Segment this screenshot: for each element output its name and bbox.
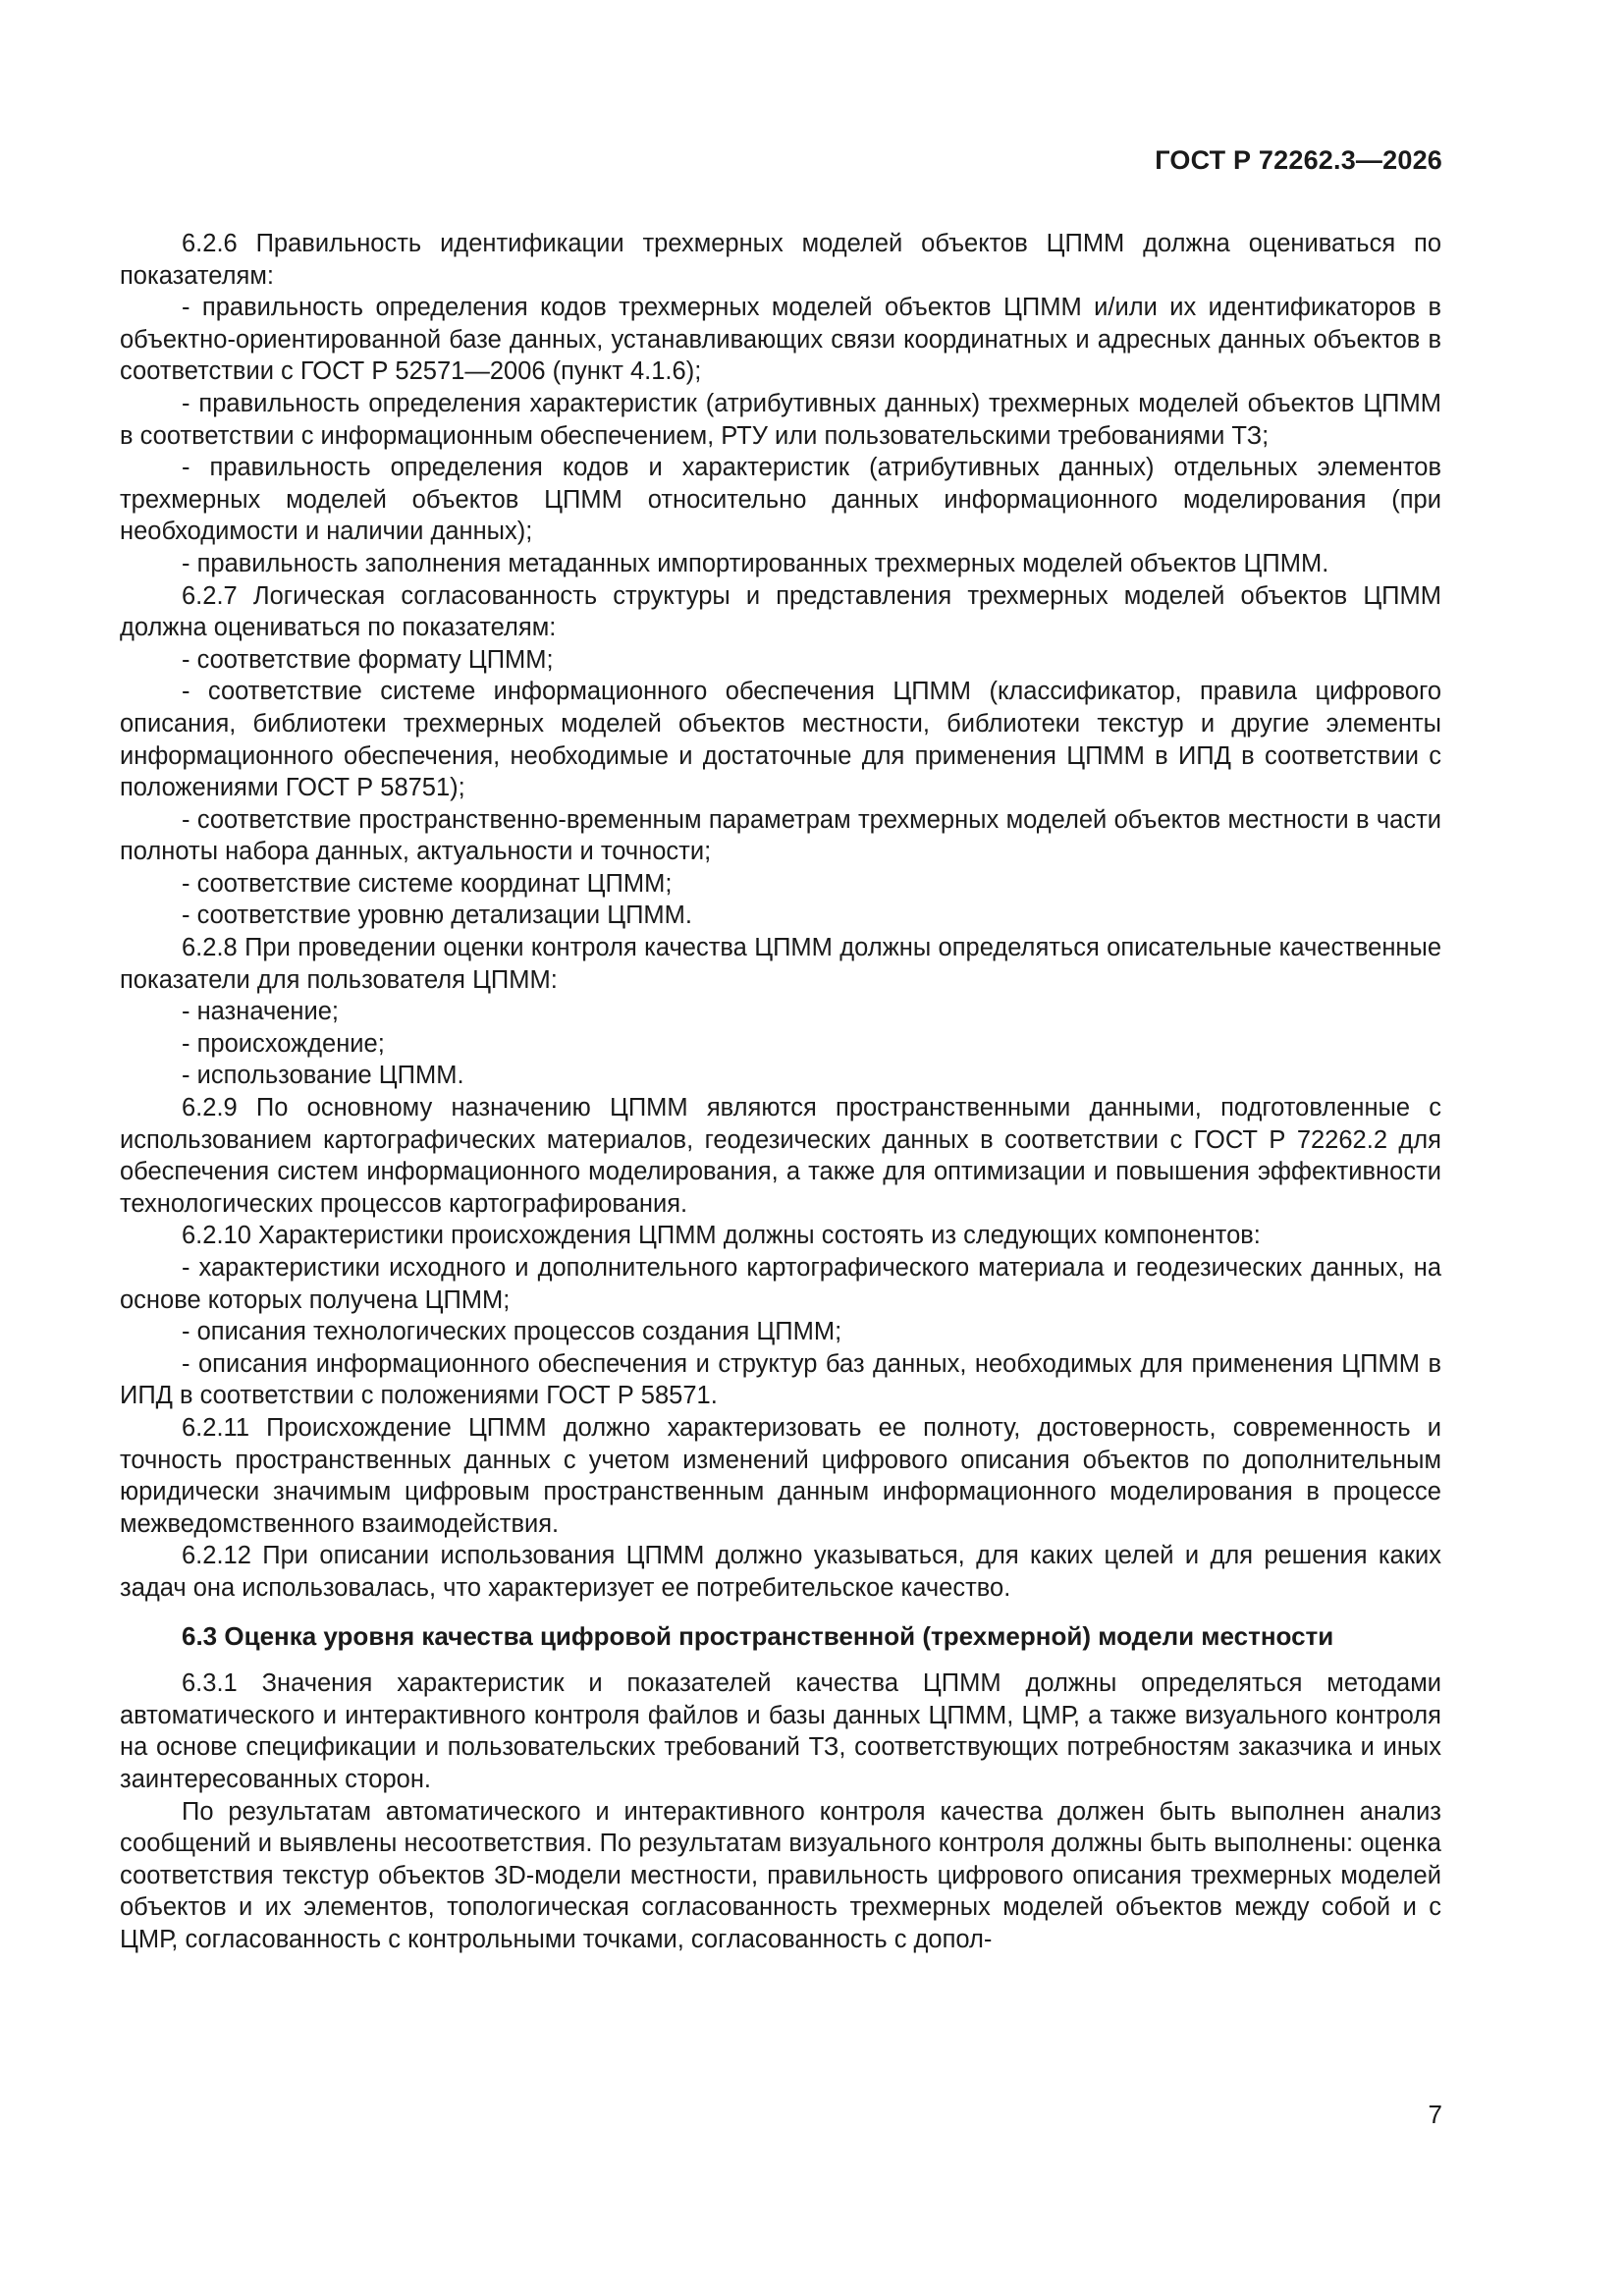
list-item: - происхождение; [182,1029,385,1058]
section-heading: 6.3 Оценка уровня качества цифровой пространственной (трехмерной) модели местности [182,1620,1334,1651]
paragraph: 6.2.8 При проведении оценки контроля качества ЦПММ должны определяться описательные качественные показатели для пользователя ЦПММ: [120,934,1441,994]
list-item: - соответствие формату ЦПММ; [182,645,554,674]
paragraph: 6.2.10 Характеристики происхождения ЦПММ должны состоять из следующих компонентов: [182,1222,1261,1250]
document-code-header: ГОСТ Р 72262.3—2026 [1155,145,1442,175]
list-item: - правильность определения кодов и характеристик (атрибутивных данных) отдельных элементов трехмерных моделей объектов ЦПММ относительно данных информационного моделирования (при необходимости и наличии данных); [120,454,1441,546]
paragraph: 6.3.1 Значения характеристик и показателей качества ЦПММ должны определяться методами автоматического и интерактивного контроля файлов и базы данных ЦПММ, ЦМР, а также визуального контроля на основе спецификации и пользовательских требований ТЗ, соответствующих потребностям заказчика и иных заинтересованных сторон. [120,1669,1441,1793]
list-item: - описания технологических процессов создания ЦПММ; [182,1318,842,1346]
list-item: - соответствие системе информационного обеспечения ЦПММ (классификатор, правила цифрового описания, библиотеки трехмерных моделей объектов местности, библиотеки текстур и другие элементы информационного обеспечения, необходимые и достаточные для применения ЦПММ в ИПД в соответствии с положениями ГОСТ Р 58751); [120,678,1441,802]
paragraph: По результатам автоматического и интерактивного контроля качества должен быть выполнен анализ сообщений и выявлены несоответствия. По результатам визуального контроля должны быть выполнены: оценка соответствия текстур объектов 3D-модели местности, правильность цифрового описания трехмерных моделей объектов и их элементов, топологическая согласованность трехмерных моделей объектов между собой и с ЦМР, согласованность с контрольными точками, согласованность с допол- [120,1797,1441,1953]
paragraph: 6.2.7 Логическая согласованность структуры и представления трехмерных моделей объектов ЦПММ должна оцениваться по показателям: [120,581,1441,642]
list-item: - соответствие пространственно-временным параметрам трехмерных моделей объектов местности в части полноты набора данных, актуальности и точности; [120,805,1441,866]
paragraph: 6.2.6 Правильность идентификации трехмерных моделей объектов ЦПММ должна оцениваться по показателям: [120,230,1441,290]
page-body [120,228,1441,1955]
list-item: - соответствие уровню детализации ЦПММ. [182,902,692,930]
list-item: - соответствие системе координат ЦПММ; [182,869,673,898]
list-item: - использование ЦПММ. [182,1062,464,1090]
list-item: - характеристики исходного и дополнительного картографического материала и геодезических данных, на основе которых получена ЦПММ; [120,1254,1441,1314]
list-item: - правильность заполнения метаданных импортированных трехмерных моделей объектов ЦПММ. [182,549,1329,577]
list-item: - описания информационного обеспечения и структур баз данных, необходимых для применения ЦПММ в ИПД в соответствии с положениями ГОСТ Р 58571. [120,1349,1441,1410]
page-number: 7 [1428,2100,1442,2129]
list-item: - назначение; [182,998,340,1026]
paragraph: 6.2.9 По основному назначению ЦПММ являются пространственными данными, подготовленные с использованием картографических материалов, геодезических данных в соответствии с ГОСТ Р 72262.2 для обеспечения систем информационного моделирования, а также для оптимизации и повышения эффективности технологических процессов картографирования. [120,1094,1441,1218]
list-item: - правильность определения характеристик (атрибутивных данных) трехмерных моделей объектов ЦПММ в соответствии с информационным обеспечением, РТУ или пользовательскими требованиями ТЗ; [120,389,1441,450]
paragraph: 6.2.11 Происхождение ЦПММ должно характеризовать ее полноту, достоверность, современность и точность пространственных данных с учетом изменений цифрового описания объектов по дополнительным юридически значимым цифровым пространственным данным информационного моделирования в процессе межведомственного взаимодействия. [120,1413,1441,1538]
list-item: - правильность определения кодов трехмерных моделей объектов ЦПММ и/или их идентификаторов в объектно-ориентированной базе данных, устанавливающих связи координатных и адресных данных объектов в соответствии с ГОСТ Р 52571—2006 (пункт 4.1.6); [120,294,1441,386]
paragraph: 6.2.12 При описании использования ЦПММ должно указываться, для каких целей и для решения каких задач она использовалась, что характеризует ее потребительское качество. [120,1542,1441,1602]
